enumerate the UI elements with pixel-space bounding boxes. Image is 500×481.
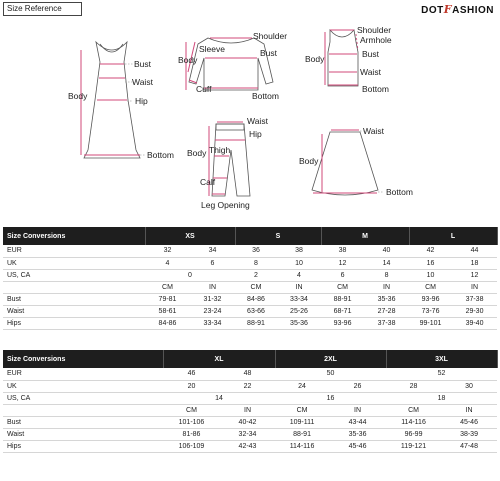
table-cell: 63-66 — [235, 305, 277, 317]
top-body-label: Body — [178, 55, 198, 65]
unit-cell: IN — [329, 404, 386, 416]
size-header-xs: XS — [145, 227, 235, 245]
table-cell: 101-106 — [163, 416, 220, 428]
skirt-bottom-label: Bottom — [386, 187, 413, 197]
waist-row — [3, 428, 497, 440]
tank-waist-label: Waist — [360, 67, 381, 77]
table-cell: 88-91 — [235, 317, 277, 329]
size-header-l: L — [409, 227, 497, 245]
table-cell: 8 — [235, 257, 277, 269]
top-sleeve-label: Sleeve — [199, 44, 225, 54]
size-reference-tag: Size Reference — [3, 2, 82, 16]
tank-figure — [305, 25, 392, 94]
unit-row — [3, 404, 497, 416]
skirt-body-label: Body — [299, 156, 319, 166]
table-cell: 45-46 — [329, 440, 386, 452]
table-cell: 52 — [386, 368, 497, 380]
table-cell: 36 — [235, 245, 277, 257]
dress-bust-label: Bust — [134, 59, 152, 69]
unit-cell: CM — [386, 404, 441, 416]
table-cell: 99-101 — [409, 317, 452, 329]
table-cell: 12 — [452, 269, 497, 281]
table-cell: 23-24 — [190, 305, 235, 317]
table-cell: 4 — [145, 257, 190, 269]
size-header-m: M — [321, 227, 409, 245]
top-cuff-label: Cuff — [196, 84, 212, 94]
unit-cell: CM — [163, 404, 220, 416]
table-cell: 33-34 — [190, 317, 235, 329]
top-shoulder-label: Shoulder — [253, 31, 288, 41]
dress-bottom-label: Bottom — [147, 150, 174, 160]
table-cell: 109-111 — [275, 416, 329, 428]
row-label: EUR — [3, 245, 145, 257]
table-cell: 6 — [190, 257, 235, 269]
table-cell: 4 — [277, 269, 321, 281]
unit-cell: IN — [364, 281, 409, 293]
skirt-figure — [299, 126, 413, 197]
pants-body-label: Body — [187, 148, 207, 158]
top-bottom-label: Bottom — [252, 91, 279, 101]
tank-shoulder-label: Shoulder — [357, 25, 392, 35]
table-cell: 114-116 — [386, 416, 441, 428]
table-cell: 68-71 — [321, 305, 364, 317]
table-cell: 58-61 — [145, 305, 190, 317]
table-cell: 114-116 — [275, 440, 329, 452]
table-cell: 88-91 — [275, 428, 329, 440]
eur-row — [3, 368, 497, 380]
table-cell: 32-34 — [220, 428, 275, 440]
row-label: EUR — [3, 368, 163, 380]
table-cell: 93-96 — [321, 317, 364, 329]
table-header-row — [3, 227, 497, 245]
table-cell: 30 — [441, 380, 497, 392]
table-cell: 48 — [220, 368, 275, 380]
table-cell: 93-96 — [409, 293, 452, 305]
row-label: US, CA — [3, 269, 145, 281]
table-cell: 79-81 — [145, 293, 190, 305]
table-cell: 33-34 — [277, 293, 321, 305]
unit-cell: IN — [441, 404, 497, 416]
size-conversion-table-1 — [3, 227, 498, 330]
table-cell: 73-76 — [409, 305, 452, 317]
row-label — [3, 404, 163, 416]
table-header-row — [3, 350, 497, 368]
pants-waist-label: Waist — [247, 116, 268, 126]
table-cell: 81-86 — [163, 428, 220, 440]
unit-cell: CM — [145, 281, 190, 293]
brand-logo: DOTFASHION — [421, 3, 494, 16]
pants-figure — [187, 116, 269, 210]
table-cell: 43-44 — [329, 416, 386, 428]
table-cell: 18 — [452, 257, 497, 269]
table-cell: 40-42 — [220, 416, 275, 428]
row-label: UK — [3, 257, 145, 269]
tank-body-label: Body — [305, 54, 325, 64]
pants-leg-opening-label: Leg Opening — [201, 200, 250, 210]
size-header-s: S — [235, 227, 321, 245]
table-cell: 32 — [145, 245, 190, 257]
dress-figure — [68, 42, 174, 160]
table-cell: 31-32 — [190, 293, 235, 305]
table-cell: 45-46 — [441, 416, 497, 428]
row-label: US, CA — [3, 392, 163, 404]
table-title: Size Conversions — [3, 227, 145, 245]
table-cell: 96-99 — [386, 428, 441, 440]
row-label: Bust — [3, 416, 163, 428]
table-cell: 106-109 — [163, 440, 220, 452]
table-cell: 40 — [364, 245, 409, 257]
eur-row — [3, 245, 497, 257]
table-cell: 38-39 — [441, 428, 497, 440]
table-cell: 24 — [275, 380, 329, 392]
table-cell: 34 — [190, 245, 235, 257]
table-cell: 6 — [321, 269, 364, 281]
table-cell: 38 — [277, 245, 321, 257]
table-cell: 88-91 — [321, 293, 364, 305]
waist-row — [3, 305, 497, 317]
dress-hip-label: Hip — [135, 96, 148, 106]
table-cell: 47-48 — [441, 440, 497, 452]
top-bust-label: Bust — [260, 48, 278, 58]
tank-bust-label: Bust — [362, 49, 380, 59]
pants-hip-label: Hip — [249, 129, 262, 139]
table-cell: 35-36 — [364, 293, 409, 305]
unit-cell: CM — [409, 281, 452, 293]
hips-row — [3, 440, 497, 452]
table-cell: 26 — [329, 380, 386, 392]
unit-cell: IN — [220, 404, 275, 416]
table-cell: 29-30 — [452, 305, 497, 317]
row-label: Waist — [3, 428, 163, 440]
unit-row — [3, 281, 497, 293]
table-cell: 8 — [364, 269, 409, 281]
dress-waist-label: Waist — [132, 77, 153, 87]
table-cell: 14 — [364, 257, 409, 269]
pants-thigh-label: Thigh — [209, 145, 231, 155]
table-cell: 16 — [409, 257, 452, 269]
table-cell: 12 — [321, 257, 364, 269]
size-header-xl: XL — [163, 350, 275, 368]
uk-row — [3, 257, 497, 269]
pants-calf-label: Calf — [200, 177, 216, 187]
measurement-illustrations — [0, 0, 500, 225]
table-cell: 44 — [452, 245, 497, 257]
tank-armhole-label: Armhole — [360, 35, 392, 45]
table-cell: 28 — [386, 380, 441, 392]
table-cell: 35-36 — [329, 428, 386, 440]
row-label: Hips — [3, 440, 163, 452]
table-cell: 18 — [386, 392, 497, 404]
hips-row — [3, 317, 497, 329]
table-cell: 50 — [275, 368, 386, 380]
table-cell: 39-40 — [452, 317, 497, 329]
row-label: Bust — [3, 293, 145, 305]
row-label: Hips — [3, 317, 145, 329]
unit-cell: IN — [452, 281, 497, 293]
table-cell: 119-121 — [386, 440, 441, 452]
unit-cell: CM — [235, 281, 277, 293]
table-cell: 84-86 — [235, 293, 277, 305]
table-cell: 37-38 — [364, 317, 409, 329]
table-title: Size Conversions — [3, 350, 163, 368]
table-cell: 10 — [409, 269, 452, 281]
dress-body-label: Body — [68, 91, 88, 101]
bust-row — [3, 293, 497, 305]
size-header-3xl: 3XL — [386, 350, 497, 368]
size-conversion-table-2 — [3, 350, 498, 453]
table-cell: 10 — [277, 257, 321, 269]
table-cell: 25-26 — [277, 305, 321, 317]
table-cell: 84-86 — [145, 317, 190, 329]
table-cell: 2 — [235, 269, 277, 281]
table-cell: 42 — [409, 245, 452, 257]
unit-cell: CM — [321, 281, 364, 293]
table-cell: 22 — [220, 380, 275, 392]
table-cell: 38 — [321, 245, 364, 257]
unit-cell: IN — [190, 281, 235, 293]
skirt-waist-label: Waist — [363, 126, 384, 136]
us-ca-row — [3, 392, 497, 404]
unit-cell: IN — [277, 281, 321, 293]
us-ca-row — [3, 269, 497, 281]
top-figure — [178, 31, 287, 101]
table-cell: 14 — [163, 392, 275, 404]
row-label — [3, 281, 145, 293]
table-cell: 42-43 — [220, 440, 275, 452]
uk-row — [3, 380, 497, 392]
row-label: Waist — [3, 305, 145, 317]
tank-bottom-label: Bottom — [362, 84, 389, 94]
size-header-2xl: 2XL — [275, 350, 386, 368]
bust-row — [3, 416, 497, 428]
table-cell: 16 — [275, 392, 386, 404]
table-cell: 27-28 — [364, 305, 409, 317]
table-cell: 46 — [163, 368, 220, 380]
table-cell: 37-38 — [452, 293, 497, 305]
table-cell: 20 — [163, 380, 220, 392]
table-cell: 0 — [145, 269, 235, 281]
row-label: UK — [3, 380, 163, 392]
unit-cell: CM — [275, 404, 329, 416]
table-cell: 35-36 — [277, 317, 321, 329]
